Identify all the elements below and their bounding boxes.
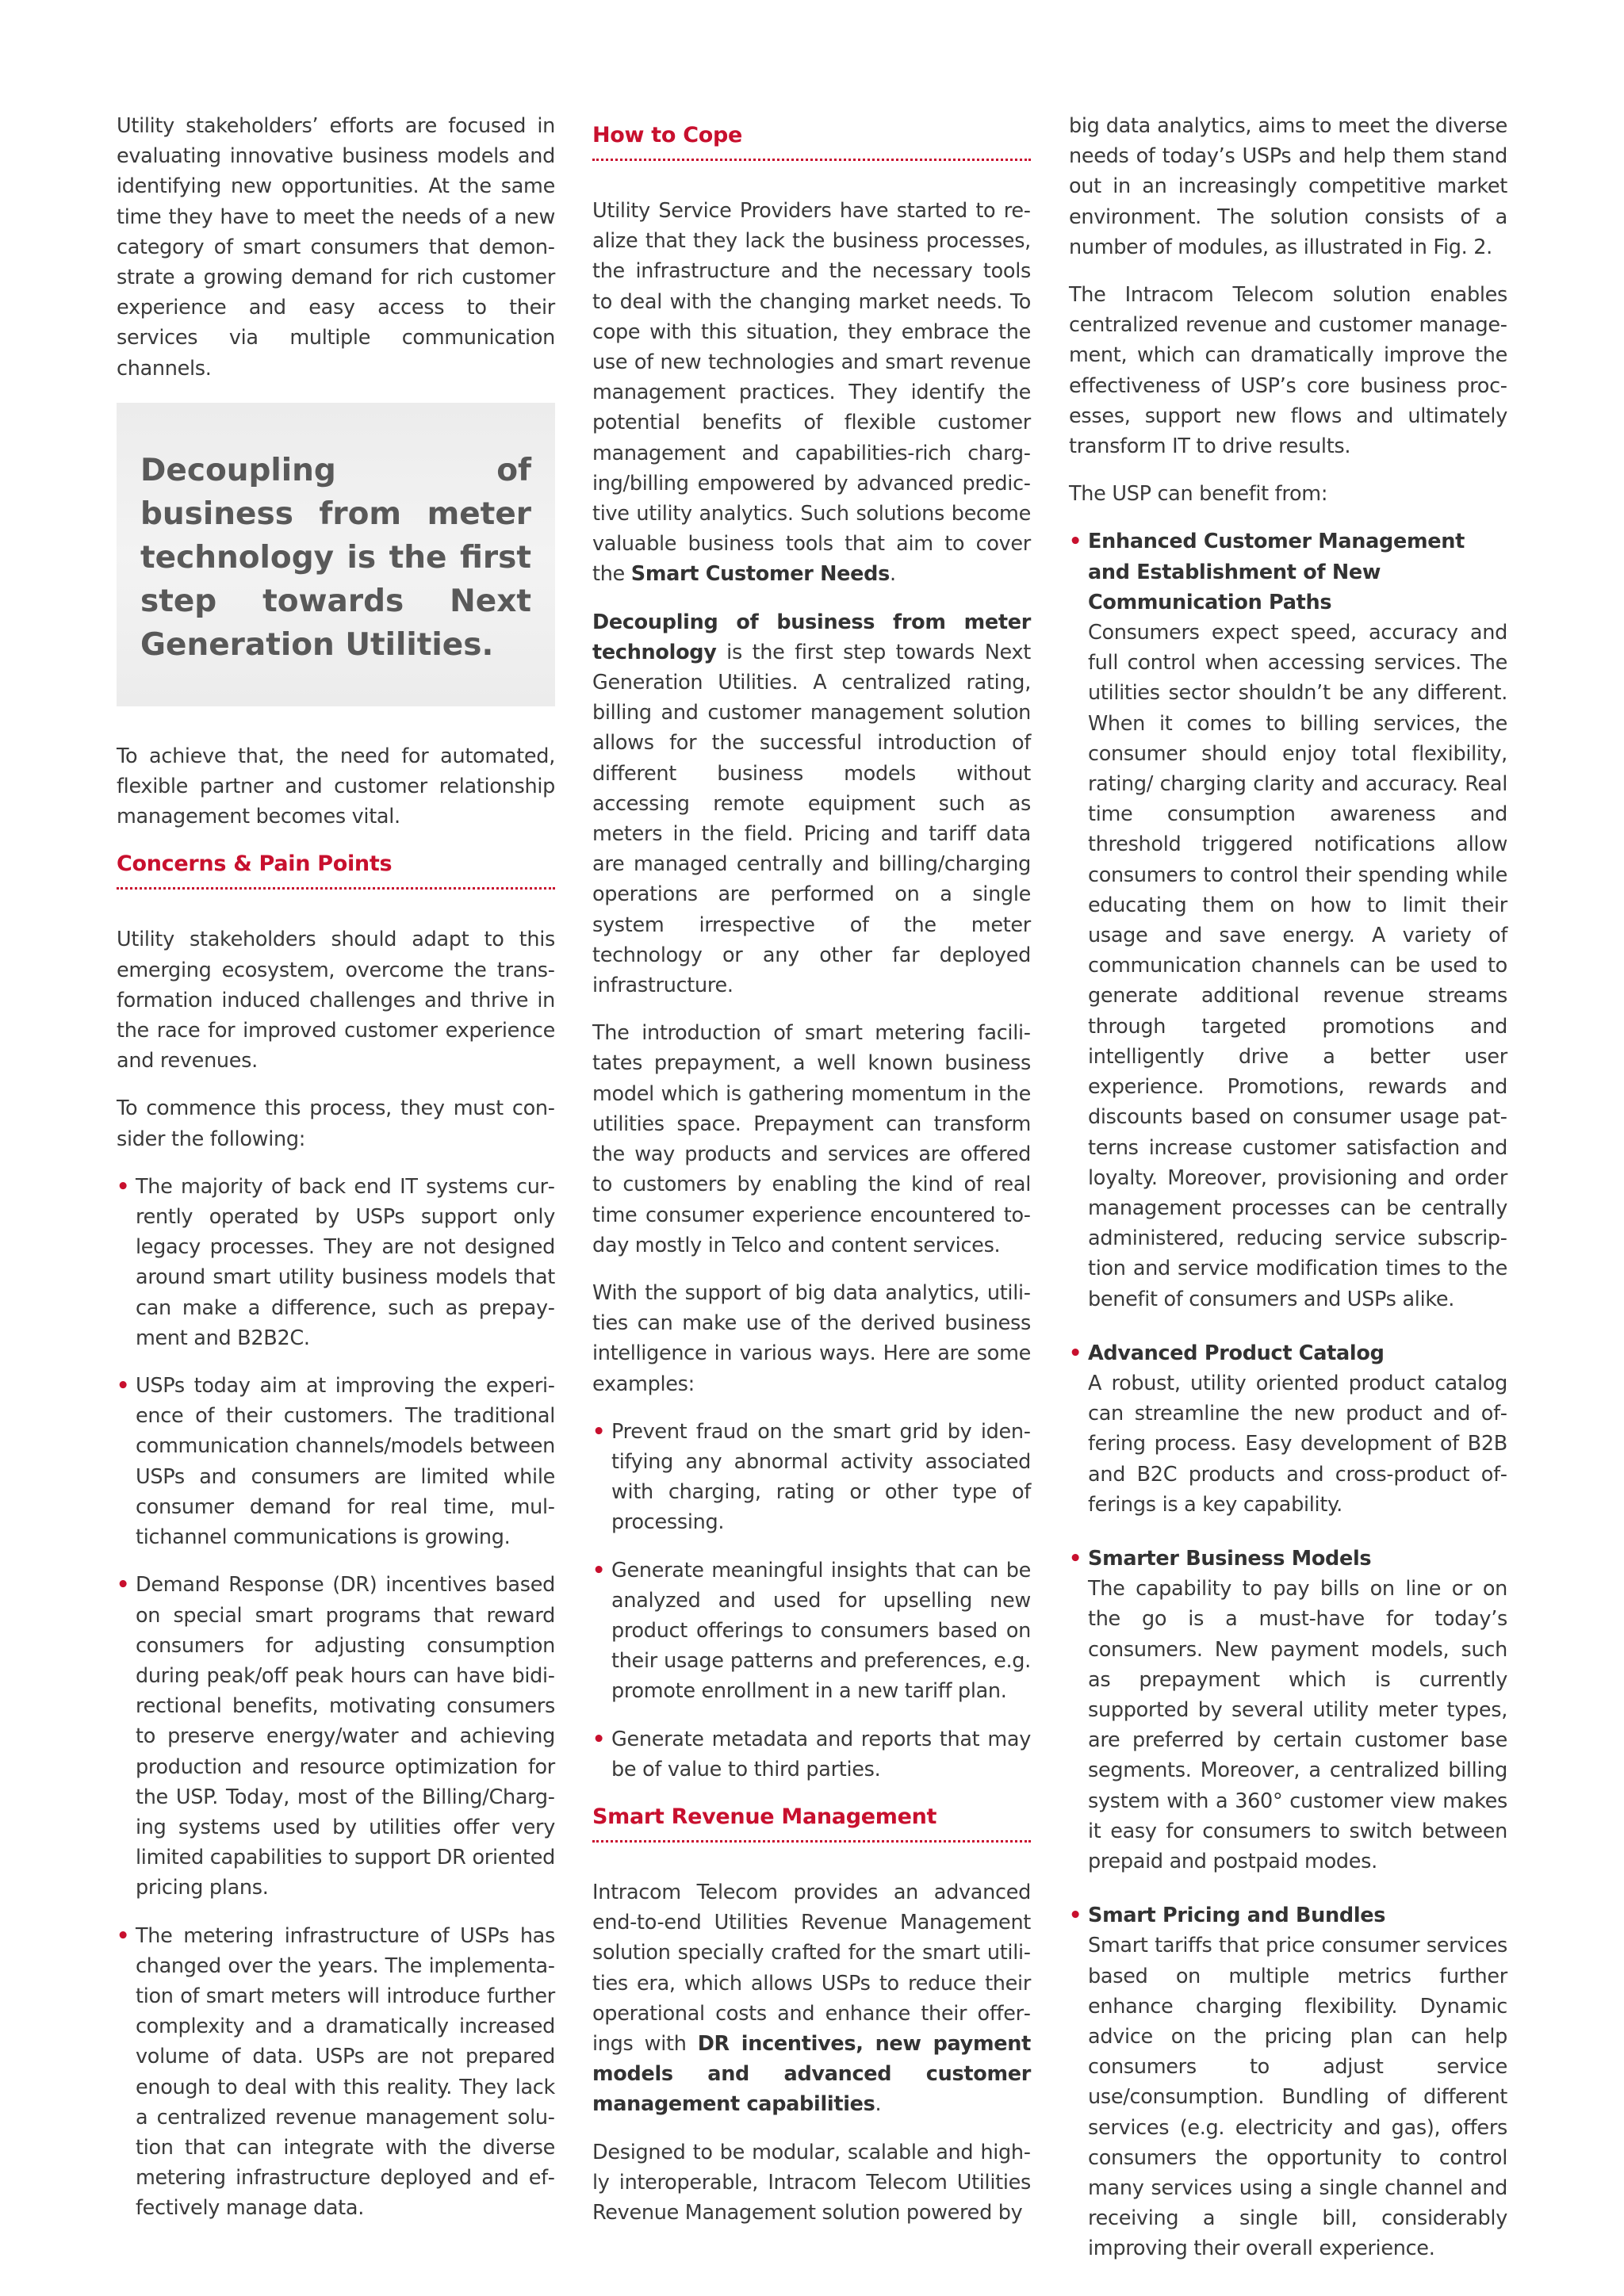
bullet-icon: •	[1069, 1904, 1082, 1928]
paragraph	[1069, 111, 1507, 262]
text-run: The metering infrastructure of USPs has changed over the years. The implementation of smart meters will introduce further complexity and a dramatically increased volume of data. USPs are not prepared enough to deal with this reality. They lack a centralized revenue management solution that can integrate with the diverse metering infrastructure deployed and effectively manage data.	[136, 1923, 555, 2221]
paragraph	[117, 924, 555, 1076]
benefit-title: Smarter Business Models	[1088, 1546, 1372, 1571]
bullet-icon: •	[592, 1419, 605, 1444]
bold-text: DR incentives, new payment models and advanced customer management capabilities	[592, 2031, 1031, 2117]
bullet-item	[117, 1921, 555, 2224]
section-heading: Smart Revenue Management	[592, 1804, 937, 1829]
text-run: To commence this process, they must consider the following:	[117, 1096, 555, 1151]
text-run: The USP can benefit from:	[1069, 482, 1328, 507]
paragraph	[592, 1877, 1031, 2120]
text-run: The Intracom Telecom solution enables centralized revenue and customer management, which can dramatically improve the effectiveness of USP’s core business processes, support new flows and ultimately transform IT to drive results.	[1069, 283, 1507, 459]
bullet-icon: •	[117, 1923, 129, 1948]
bullet-item	[117, 1570, 555, 1903]
text-run: .	[875, 2092, 882, 2117]
bullet-icon: •	[592, 1727, 605, 1751]
text-run: Utility Service Providers have started to realize that they lack the business processes, the infrastructure and the necessary tools to deal with the changing market needs. To cope with this situation, they embrace the use of new technologies and smart revenue management practices. They identify the potential benefits of flexible customer management and capabilities-rich charging/billing empowered by advanced predictive utility analytics. Such solutions become valuable business tools that aim to cover the	[592, 199, 1031, 587]
bullet-icon: •	[117, 1573, 129, 1598]
dotted-divider	[117, 887, 555, 890]
bullet-item	[117, 1172, 555, 1353]
text-run: With the support of big data analytics, utilities can make use of the derived business intelligence in various ways. Here are some examples:	[592, 1280, 1031, 1396]
text-run: USPs today aim at improving the experience of their customers. The traditional communication channels/models between USPs and consumers are limited while consumer demand for real time, multichannel communications is growing.	[136, 1374, 555, 1550]
benefit-body: Consumers expect speed, accuracy and full control when accessing services. The utilities sector shouldn’t be any different. When it comes to billing services, the consumer should enjoy total flexibility, rating/ charging clarity and accuracy. Real time consumption awareness and threshold triggered notifications allow consumers to control their spending while educating them on how to limit their usage and save energy. A variety of communication channels can be used to generate additional revenue streams through targeted promotions and intelligently drive a better user experience. Promotions, rewards and discounts based on consumer usage patterns increase customer satisfaction and loyalty. Moreover, provisioning and order management processes can be centrally administered, reducing service subscription and service modification times to the benefit of consumers and USPs alike.	[1088, 621, 1507, 1311]
paragraph	[1069, 479, 1507, 509]
section-heading: Concerns & Pain Points	[117, 851, 393, 877]
benefit-body: The capability to pay bills on line or on the go is a must-have for today’s consumers. New payment models, such as prepayment which is currently supported by several utility meter types, are preferred by certain customer base segments. Moreover, a centralized billing system with a 360° customer view makes it easy for consumers to switch between prepaid and postpaid modes.	[1088, 1577, 1507, 1873]
benefit-item	[1069, 1544, 1507, 1877]
text-run: Utility stakeholders should adapt to this emerging ecosystem, overcome the transformation induced challenges and thrive in the race for improved customer experience and revenues.	[117, 928, 555, 1073]
section-heading: How to Cope	[592, 123, 743, 147]
bullet-item	[592, 1417, 1031, 1538]
bullet-icon: •	[1069, 1341, 1082, 1365]
bullet-icon: •	[1069, 530, 1082, 554]
text-run: Generate meaningful insights that can be analyzed and used for upselling new product offerings to consumers based on their usage patterns and preferences, e.g. promote enrollment in a new tariff plan.	[611, 1558, 1031, 1704]
bullet-icon: •	[592, 1558, 605, 1582]
text-run: Prevent fraud on the smart grid by identifying any abnormal activity associated with charging, rating or other type of processing.	[611, 1419, 1031, 1535]
text-run: Generate metadata and reports that may be of value to third parties.	[611, 1727, 1031, 1781]
text-run: is the first step towards Next Generation Utilities. A centralized rating, billing and customer management solution allows for the successful introduction of different business models without accessing remote equipment such as meters in the field. Pricing and tariff data are managed centrally and billing/charging operations are performed on a single system irrespective of the meter technology or any other far deployed infrastructure.	[592, 640, 1031, 998]
dotted-divider	[592, 1840, 1031, 1843]
bullet-icon: •	[117, 1374, 129, 1399]
benefit-item	[1069, 526, 1507, 1314]
paragraph	[117, 741, 555, 832]
pull-quote: Decoupling of business from meter technology is the first step towards Next Generation Utilities.	[117, 403, 555, 706]
benefit-item	[1069, 1338, 1507, 1520]
paragraph	[117, 111, 555, 384]
bullet-icon: •	[1069, 1546, 1082, 1571]
paragraph	[592, 2137, 1031, 2229]
text-run: Demand Response (DR) incentives based on special smart programs that reward consumers for adjusting consumption during peak/off peak hours can have bidirectional benefits, motivating consumers to preserve energy/water and achieving production and resource optimization for the USP. Today, most of the Billing/Charging systems used by utilities offer very limited capabilities to support DR oriented pricing plans.	[136, 1573, 555, 1900]
paragraph	[1069, 280, 1507, 461]
benefit-body: Smart tariffs that price consumer services based on multiple metrics further enhance charging flexibility. Dynamic advice on the pricing plan can help consumers to adjust service use/consumption. Bundling of different services (e.g. electricity and gas), offers consumers the opportunity to control many services using a single channel and receiving a single bill, considerably improving their overall experience.	[1088, 1934, 1507, 2261]
bullet-item	[117, 1371, 555, 1552]
benefit-title: Advanced Product Catalog	[1088, 1341, 1385, 1365]
paragraph	[592, 607, 1031, 1001]
bold-text: Decoupling of business from meter technology	[592, 610, 1031, 664]
benefit-item	[1069, 1900, 1507, 2263]
column-1	[117, 111, 555, 2241]
text-run: .	[890, 562, 896, 587]
paragraph	[592, 196, 1031, 590]
dotted-divider	[592, 159, 1031, 161]
benefit-title: Enhanced Customer Management and Establishment of New Communication Paths	[1088, 530, 1465, 614]
paragraph	[592, 1278, 1031, 1399]
text-run: Utility stakeholders’ efforts are focused in evaluating innovative business models and identifying new opportunities. At the same time they have to meet the needs of a new category of smart consumers that demonstrate a growing demand for rich customer experience and easy access to their services via multiple communication channels.	[117, 114, 555, 381]
column-3	[1069, 111, 1507, 2288]
text-run: To achieve that, the need for automated, flexible partner and customer relationship management becomes vital.	[117, 744, 555, 829]
bold-text: Smart Customer Needs	[630, 562, 890, 587]
text-run: The majority of back end IT systems currently operated by USPs support only legacy processes. They are not designed around smart utility business models that can make a difference, such as prepayment and B2B2C.	[136, 1174, 555, 1350]
bullet-icon: •	[117, 1174, 129, 1199]
paragraph	[117, 1093, 555, 1154]
text-run: Intracom Telecom provides an advanced end-to-end Utilities Revenue Management solution specially crafted for the smart utilities era, which allows USPs to reduce their operational costs and enhance their offerings with	[592, 1880, 1031, 2056]
paragraph	[592, 1018, 1031, 1261]
text-run: Designed to be modular, scalable and highly interoperable, Intracom Telecom Utilities Revenue Management solution powered by	[592, 2140, 1031, 2225]
text-run: The introduction of smart metering facilitates prepayment, a well known business model which is gathering momentum in the utilities space. Prepayment can transform the way products and services are offered to customers by enabling the kind of real time consumer experience encountered today mostly in Telco and content services.	[592, 1021, 1031, 1257]
benefit-body: A robust, utility oriented product catalog can streamline the new product and offering process. Easy development of B2B and B2C products and cross-product offerings is a key capability.	[1088, 1371, 1507, 1517]
bullet-item	[592, 1556, 1031, 1707]
text-run: big data analytics, aims to meet the diverse needs of today’s USPs and help them stand out in an increasingly competitive market environment. The solution consists of a number of modules, as illustrated in Fig. 2.	[1069, 114, 1507, 259]
column-2	[592, 111, 1031, 2245]
benefit-title: Smart Pricing and Bundles	[1088, 1904, 1386, 1928]
bullet-item	[592, 1724, 1031, 1785]
